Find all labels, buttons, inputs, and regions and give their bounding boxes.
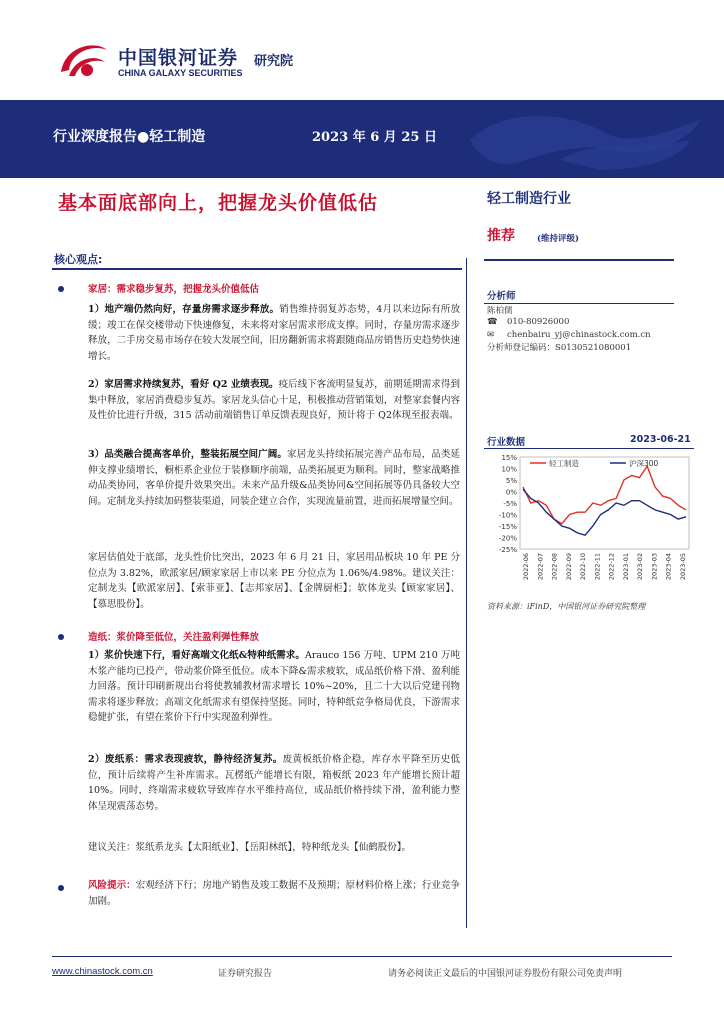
phone-icon: ☎ xyxy=(487,317,498,327)
y-tick-label: -5% xyxy=(503,500,517,508)
paragraph: 风险提示：宏观经济下行；房地产销售及竣工数据不及预期；原材料价格上涨；行业竞争加剧。 xyxy=(88,880,460,907)
legend-label: 沪深300 xyxy=(629,459,659,468)
y-tick-label: -25% xyxy=(498,546,517,554)
divider xyxy=(52,268,462,270)
email-icon: ✉ xyxy=(487,330,495,340)
y-tick-label: 0% xyxy=(505,488,517,497)
section-heading: 造纸：浆价降至低位，关注盈利弹性释放 xyxy=(88,632,260,643)
logo-english: CHINA GALAXY SECURITIES xyxy=(118,68,243,78)
logo-text: 中国银河证券 xyxy=(118,47,239,69)
bullet-icon xyxy=(58,885,64,891)
x-tick-label: 2022-06 xyxy=(522,553,530,581)
cert-number: 分析师登记编码：S0130521080001 xyxy=(487,343,632,353)
x-tick-label: 2023-04 xyxy=(664,553,673,581)
y-tick-label: 5% xyxy=(505,477,517,485)
performance-chart xyxy=(484,449,696,599)
analyst-name: 陈柏儒 xyxy=(487,306,513,316)
footer-url[interactable]: www.chinastock.com.cn xyxy=(52,966,153,977)
paragraph: 家居估值处于底部，龙头性价比突出，2023 年 6 月 21 日，家居用品板块 10 年 PE 分位点为 3.82%，欧派家居/顾家家居上市以来 PE 分位点为 1.06%/4.98%。建议关注：定制龙头【欧派家居】、【索菲亚】、【志邦家居】、【金牌厨柜】；软体龙头【顾家家居】、【慕思股份】。 xyxy=(88,552,460,610)
x-tick-label: 2023-01 xyxy=(621,553,630,581)
footer-disclaimer: 请务必阅读正文最后的中国银河证券股份有限公司免责声明 xyxy=(388,969,623,979)
core-label: 核心观点: xyxy=(54,253,103,266)
chart-source: 资料来源：iFinD，中国银河证券研究院整理 xyxy=(487,602,646,611)
y-tick-label: 15% xyxy=(501,454,517,462)
data-date: 2023-06-21 xyxy=(630,434,691,445)
analyst-label: 分析师 xyxy=(487,291,516,302)
rating: 推荐 xyxy=(487,228,515,244)
x-tick-label: 2022-08 xyxy=(550,553,559,581)
bullet-icon xyxy=(58,634,64,640)
y-tick-label: -20% xyxy=(498,534,517,543)
industry-name: 轻工制造行业 xyxy=(487,191,571,207)
x-tick-label: 2023-02 xyxy=(636,553,645,581)
column-divider xyxy=(466,258,467,928)
x-tick-label: 2022-09 xyxy=(564,553,573,581)
galaxy-logo-icon xyxy=(55,36,111,84)
paragraph: 2）废纸系：需求表现疲软，静待经济复苏。废黄板纸价格企稳，库存水平降至历史低位，预计后续将产生补库需求。瓦楞纸产能增长有限，箱板纸 2023 年产能增长预计超 10%。同时，终端需求疲软导致库存水平维持高位，成品纸价格持续下滑，盈利能力整体呈现震荡态势。 xyxy=(88,754,460,812)
bullet-icon xyxy=(58,286,64,292)
report-type: 行业深度报告●轻工制造 xyxy=(53,129,206,145)
footer-divider xyxy=(52,956,672,957)
y-tick-label: 10% xyxy=(501,465,517,474)
data-label: 行业数据 xyxy=(487,437,526,448)
phone: 010-80926000 xyxy=(507,317,570,327)
section-heading: 家居：需求稳步复苏，把握龙头价值低估 xyxy=(88,284,260,295)
divider xyxy=(484,259,674,261)
paragraph: 2）家居需求持续复苏，看好 Q2 业绩表现。疫后线下客流明显复苏，前期延期需求得到集中释放，家居消费稳步复苏。家居龙头信心十足，积极推动营销策划，对整家套餐内容及性价比进行升级，315 活动前端销售订单反馈表现良好，预计将于 Q2体现至报表端。 xyxy=(88,379,460,422)
report-date: 2023 年 6 月 25 日 xyxy=(312,130,437,145)
x-tick-label: 2023-03 xyxy=(650,553,659,581)
x-tick-label: 2022-11 xyxy=(593,553,602,581)
page-title: 基本面底部向上，把握龙头价值低估 xyxy=(58,192,379,214)
paragraph: 3）品类融合提高客单价，整装拓展空间广阔。家居龙头持续拓展完善产品布局，品类延伸支撑业绩增长，橱柜系企业位于装修顺序前端，品类拓展更为顺利。同时，整家战略推动品类协同，客单价提升效果突出。未来产品升级&品类协同&空间拓展等仍具备较大空间。定制龙头持续加码整装渠道，同装企建立合作，实现流量前置，进而拓展增量空间。 xyxy=(88,449,460,507)
x-tick-label: 2022-12 xyxy=(607,553,616,581)
paragraph: 建议关注：浆纸系龙头【太阳纸业】、【岳阳林纸】，特种纸龙头【仙鹤股份】。 xyxy=(88,842,412,853)
paragraph: 1）浆价快速下行，看好高端文化纸&特种纸需求。Arauco 156 万吨、UPM 210 万吨木浆产能均已投产，带动浆价降至低位。成本下降&需求疲软，成品纸价格下滑、盈利能力回落。预计印刷新规出台将使教辅教材需求增长 10%~20%，且二十大以后党建刊物需求将逐步释放；高端文化纸需求有望保持坚挺。同时，特种纸竞争格局优良，下游需求稳健扩张，有望在浆价下行中实现盈利弹性。 xyxy=(88,650,460,724)
series-line xyxy=(523,489,686,535)
email[interactable]: chenbairu_yj@chinastock.com.cn xyxy=(507,330,651,340)
y-tick-label: -15% xyxy=(498,523,517,531)
x-tick-label: 2022-10 xyxy=(579,553,588,581)
paragraph: 1）地产端仍然向好，存量房需求逐步释放。销售维持弱复苏态势，4月以来边际有所放缓；竣工在保交楼带动下快速修复，未来将对家居需求形成支撑。同时，存量房需求逐步释放，二手房交易市场存在较大发展空间，旧房翻新需求将跟随商品房销售历史趋势快速增长。 xyxy=(88,304,460,362)
institute-label: 研究院 xyxy=(254,54,294,69)
y-tick-label: -10% xyxy=(498,511,517,520)
x-tick-label: 2022-07 xyxy=(536,553,545,581)
x-tick-label: 2023-05 xyxy=(679,553,687,581)
legend-label: 轻工制造 xyxy=(549,459,579,468)
footer-label: 证券研究报告 xyxy=(218,969,273,979)
rating-note: (维持评级) xyxy=(537,234,580,244)
series-line xyxy=(523,466,686,524)
